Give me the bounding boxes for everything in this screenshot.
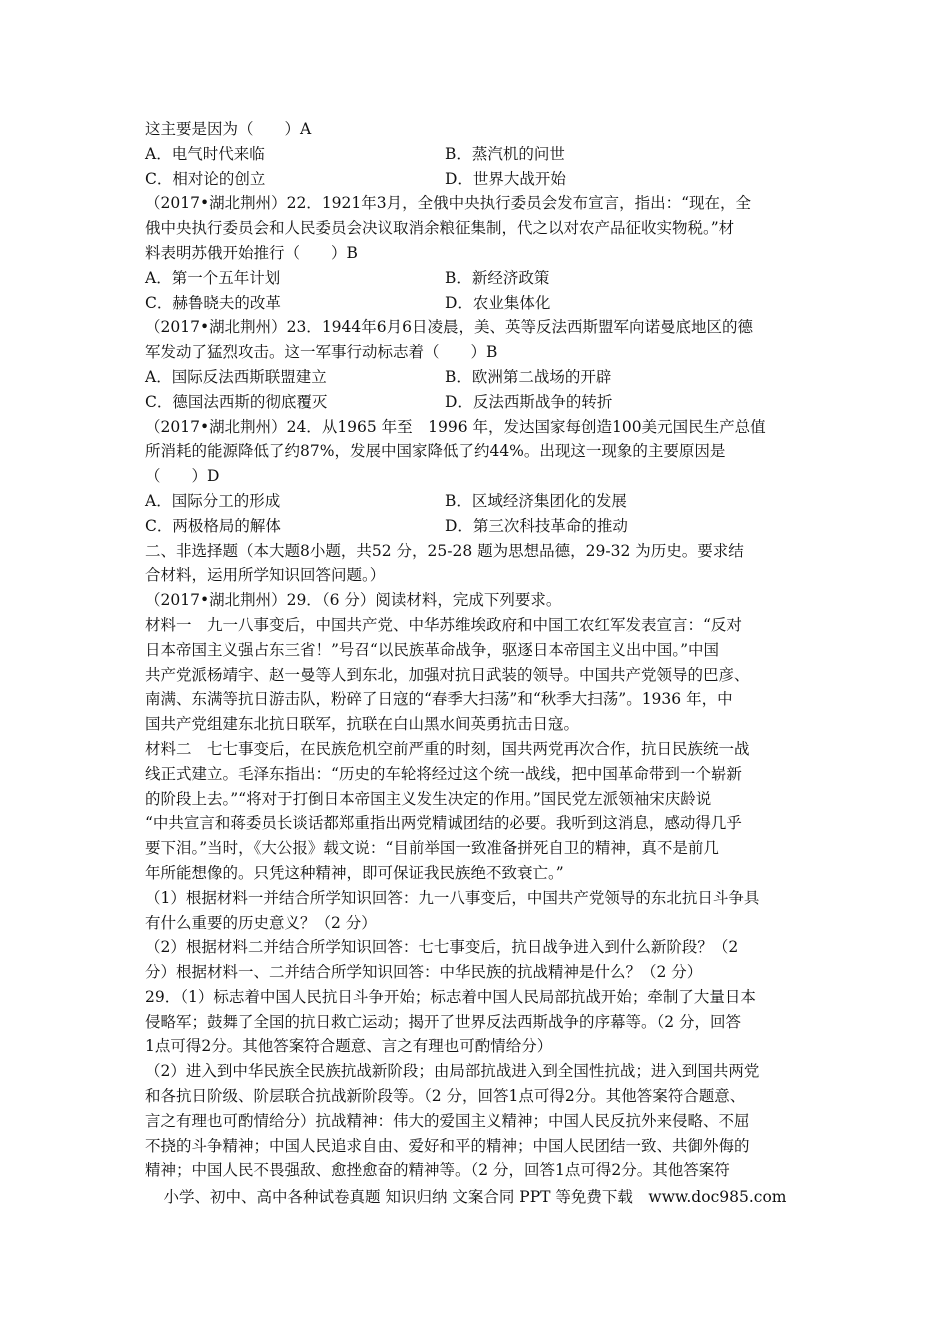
- text-line: 线正式建立。毛泽东指出：“历史的车轮将经过这个统一战线，把中国革命带到一个崭新: [145, 764, 742, 783]
- text-line: 这主要是因为（ ）A: [145, 120, 312, 138]
- text-line: 材料一 九一八事变后，中国共产党、中华苏维埃政府和中国工农红军发表宣言：“反对: [145, 615, 742, 634]
- option-row: [145, 390, 810, 415]
- text-line: “中共宣言和蒋委员长谈话都郑重指出两党精诚团结的必要。我听到这消息，感动得几乎: [145, 814, 742, 833]
- option-row: [145, 167, 810, 192]
- option-right: B．新经济政策: [445, 268, 550, 287]
- option-left: C．两极格局的解体: [145, 516, 281, 535]
- text-line: （2017•湖北荆州）23．1944年6月6日凌晨，美、英等反法西斯盟军向诺曼底地区的德: [145, 318, 753, 337]
- option-left: A．第一个五年计划: [145, 268, 281, 287]
- text-line: 日本帝国主义强占东三省！”号召“以民族革命战争，驱逐日本帝国主义出中国。”中国: [145, 640, 720, 659]
- text-line: 的阶段上去。”“将对于打倒日本帝国主义发生决定的作用。”国民党左派领袖宋庆龄说: [145, 789, 712, 808]
- text-line: 所消耗的能源降低了约87%，发展中国家降低了约44%。出现这一现象的主要原因是: [145, 442, 726, 461]
- text-line: 南满、东满等抗日游击队，粉碎了日寇的“春季大扫荡”和“秋季大扫荡”。1936 年，中: [145, 690, 733, 709]
- text-line: 二、非选择题（本大题8小题，共52 分，25-28 题为思想品德，29-32 为历史。要求结: [145, 541, 744, 560]
- text-line: （2）根据材料二并结合所学知识回答：七七事变后，抗日战争进入到什么新阶段？（2: [145, 938, 739, 957]
- text-line: （1）根据材料一并结合所学知识回答：九一八事变后，中国共产党领导的东北抗日斗争具: [145, 888, 760, 907]
- option-row: [145, 142, 810, 167]
- option-left: C．赫鲁晓夫的改革: [145, 293, 281, 312]
- option-right: D．农业集体化: [445, 293, 551, 312]
- text-line: （2017•湖北荆州）22．1921年3月，全俄中央执行委员会发布宣言，指出：“现在，全: [145, 194, 752, 213]
- text-line: 军发动了猛烈攻击。这一军事行动标志着（ ）B: [145, 343, 498, 362]
- text-line: （ ）D: [145, 467, 220, 486]
- option-left: A．国际反法西斯联盟建立: [145, 367, 327, 386]
- text-line: 不挠的斗争精神；中国人民追求自由、爱好和平的精神；中国人民团结一致、共御外侮的: [145, 1136, 750, 1155]
- text-line: 分）根据材料一、二并结合所学知识回答：中华民族的抗战精神是什么？（2 分）: [145, 963, 703, 982]
- option-left: A．电气时代来临: [145, 144, 265, 163]
- text-line: 有什么重要的历史意义？（2 分）: [145, 913, 377, 932]
- option-row: [145, 489, 810, 514]
- text-line: 要下泪。”当时，《大公报》载文说：“目前举国一致准备拼死自卫的精神，真不是前几: [145, 839, 719, 858]
- text-line: 共产党派杨靖宇、赵一曼等人到东北，加强对抗日武装的领导。中国共产党领导的巴彦、: [145, 665, 750, 684]
- option-right: D．反法西斯战争的转折: [445, 392, 613, 411]
- option-right: B．蒸汽机的问世: [445, 144, 565, 163]
- text-line: 29．（1）标志着中国人民抗日斗争开始；标志着中国人民局部抗战开始；牵制了大量日本: [145, 987, 756, 1006]
- page-footer: 小学、初中、高中各种试卷真题 知识归纳 文案合同 PPT 等免费下载 www.doc985.com: [163, 1188, 787, 1206]
- option-left: C．相对论的创立: [145, 169, 266, 188]
- text-line: 材料二 七七事变后，在民族危机空前严重的时刻，国共两党再次合作，抗日民族统一战: [145, 739, 750, 758]
- text-line: 合材料，运用所学知识回答问题。）: [145, 566, 386, 585]
- option-row: [145, 291, 810, 316]
- text-line: 俄中央执行委员会和人民委员会决议取消余粮征集制，代之以对农产品征收实物税。”材: [145, 219, 735, 238]
- option-right: B．欧洲第二战场的开辟: [445, 367, 612, 386]
- text-line: 1点可得2分。其他答案符合题意、言之有理也可酌情给分）: [145, 1037, 553, 1056]
- text-line: 国共产党组建东北抗日联军，抗联在白山黑水间英勇抗击日寇。: [145, 715, 580, 734]
- option-row: [145, 266, 810, 291]
- document-body: [145, 117, 810, 1183]
- option-row: [145, 365, 810, 390]
- text-line: 料表明苏俄开始推行（ ）B: [145, 243, 358, 262]
- text-line: （2）进入到中华民族全民族抗战新阶段；由局部抗战进入到全国性抗战；进入到国共两党: [145, 1062, 760, 1081]
- text-line: （2017•湖北荆州）29．（6 分）阅读材料，完成下列要求。: [145, 591, 562, 610]
- option-right: B．区域经济集团化的发展: [445, 491, 627, 510]
- option-left: A．国际分工的形成: [145, 491, 281, 510]
- option-right: D．世界大战开始: [445, 169, 566, 188]
- text-line: 精神；中国人民不畏强敌、愈挫愈奋的精神等。（2 分，回答1点可得2分。其他答案符: [145, 1161, 730, 1180]
- text-line: 年所能想像的。只凭这种精神，即可保证我民族绝不致衰亡。”: [145, 863, 564, 882]
- option-left: C．德国法西斯的彻底覆灭: [145, 392, 328, 411]
- option-right: D．第三次科技革命的推动: [445, 516, 628, 535]
- text-line: （2017•湖北荆州）24．从1965 年至 1996 年，发达国家每创造100美元国民生产总值: [145, 417, 766, 436]
- text-line: 和各抗日阶级、阶层联合抗战新阶段等。（2 分，回答1点可得2分。其他答案符合题意、: [145, 1087, 746, 1106]
- text-line: 言之有理也可酌情给分）抗战精神：伟大的爱国主义精神；中国人民反抗外来侵略、不屈: [145, 1111, 750, 1130]
- text-line: 侵略军；鼓舞了全国的抗日救亡运动；揭开了世界反法西斯战争的序幕等。（2 分，回答: [145, 1012, 742, 1031]
- option-row: [145, 514, 810, 539]
